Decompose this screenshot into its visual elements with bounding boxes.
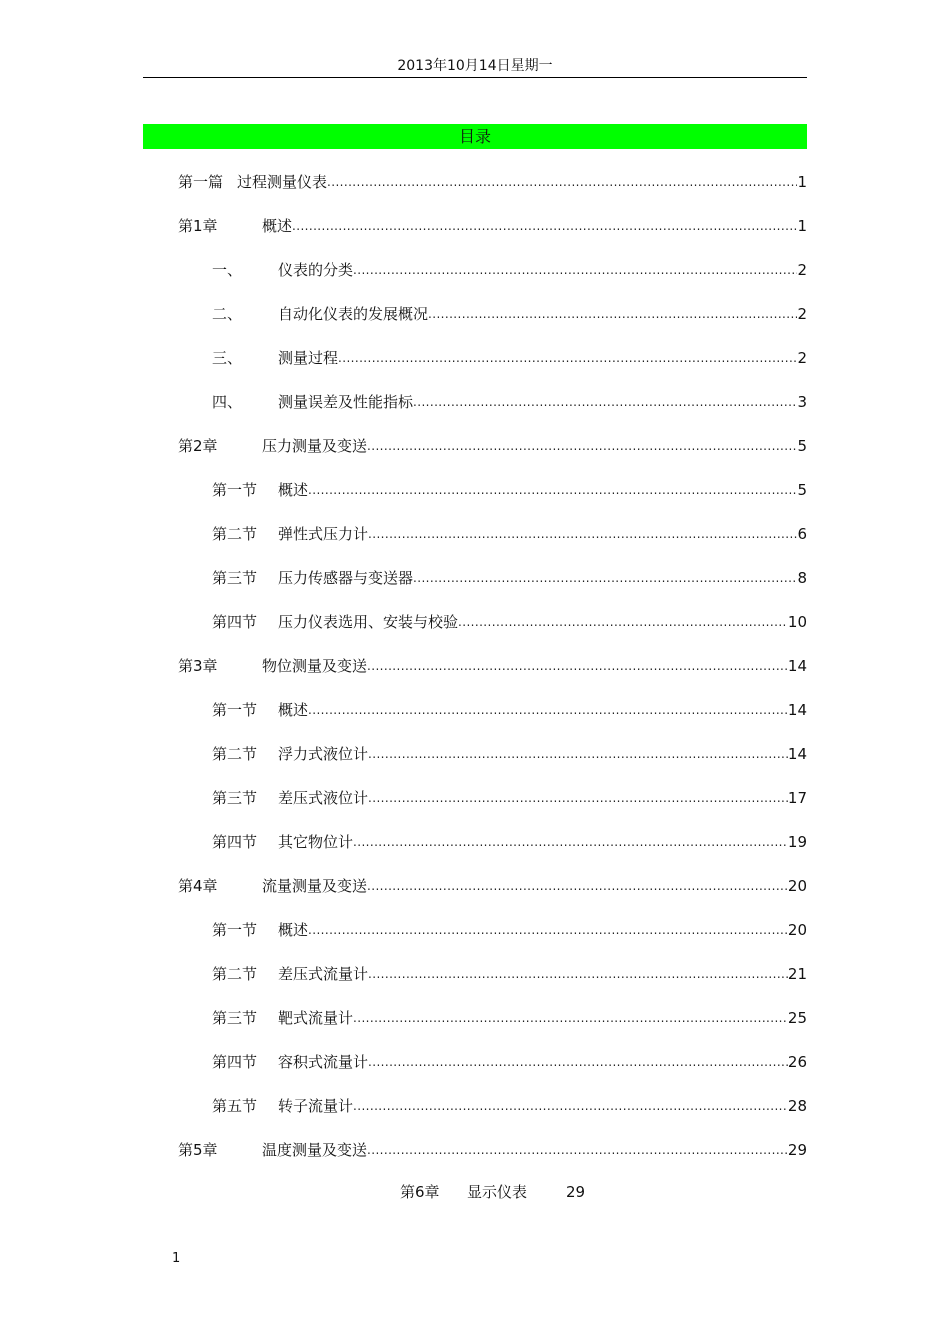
toc-entry-number: 第3章 bbox=[178, 657, 218, 675]
toc-entry-section[interactable] bbox=[212, 1006, 807, 1030]
toc-entry-number: 第三节 bbox=[212, 1009, 258, 1027]
toc-entry-number: 第5章 bbox=[178, 1141, 218, 1159]
toc-entry-page: 20 bbox=[787, 877, 807, 895]
toc-entry-page: 28 bbox=[787, 1097, 807, 1115]
toc-entry-number: 第二节 bbox=[212, 525, 258, 543]
toc-dot-leader bbox=[413, 569, 797, 587]
toc-dot-leader bbox=[368, 745, 788, 763]
toc-entry-title: 概述 bbox=[278, 701, 309, 719]
toc-entry-page: 1 bbox=[797, 217, 807, 235]
toc-dot-leader bbox=[367, 437, 797, 455]
toc-entry-section[interactable] bbox=[212, 522, 807, 546]
toc-entry-chapter[interactable] bbox=[178, 1138, 807, 1162]
toc-title: 目录 bbox=[143, 124, 807, 149]
toc-entry-number: 第二节 bbox=[212, 965, 258, 983]
toc-entry-number: 第4章 bbox=[178, 877, 218, 895]
toc-dot-leader bbox=[308, 701, 788, 719]
toc-dot-leader bbox=[428, 305, 797, 323]
toc-entry-page: 26 bbox=[787, 1053, 807, 1071]
toc-dot-leader bbox=[353, 261, 797, 279]
toc-entry-title: 容积式流量计 bbox=[278, 1053, 369, 1071]
toc-entry-section[interactable] bbox=[212, 610, 807, 634]
toc-entry-section[interactable] bbox=[212, 478, 807, 502]
toc-dot-leader bbox=[368, 1053, 788, 1071]
toc-entry-number: 二、 bbox=[212, 305, 243, 323]
toc-dot-leader bbox=[292, 217, 797, 235]
toc-entry-page: 5 bbox=[797, 437, 807, 455]
toc-entry-title: 压力传感器与变送器 bbox=[278, 569, 414, 587]
toc-entry-chapter[interactable] bbox=[178, 214, 807, 238]
toc-entry-title: 测量过程 bbox=[278, 349, 339, 367]
toc-entry-number: 第五节 bbox=[212, 1097, 258, 1115]
toc-entry-section[interactable] bbox=[212, 258, 807, 282]
toc-entry-section[interactable] bbox=[212, 698, 807, 722]
footer-page-number: 1 bbox=[172, 1251, 181, 1266]
toc-entry-number: 第三节 bbox=[212, 569, 258, 587]
toc-entry-number: 第1章 bbox=[178, 217, 218, 235]
toc-entry-title: 流量测量及变送 bbox=[262, 877, 368, 895]
toc-dot-leader bbox=[367, 877, 788, 895]
toc-entry-page: 2 bbox=[797, 349, 807, 367]
toc-entry-number: 第四节 bbox=[212, 613, 258, 631]
toc-entry-section[interactable] bbox=[212, 786, 807, 810]
toc-dot-leader bbox=[368, 525, 797, 543]
toc-entry-title: 过程测量仪表 bbox=[237, 173, 328, 191]
toc-entry-page: 14 bbox=[787, 701, 807, 719]
toc-entry-page: 14 bbox=[787, 657, 807, 675]
toc-entry-page: 1 bbox=[797, 173, 807, 191]
toc-dot-leader bbox=[327, 173, 797, 191]
toc-entry-title: 弹性式压力计 bbox=[278, 525, 369, 543]
toc-entry-title: 压力仪表选用、安装与校验 bbox=[278, 613, 459, 631]
toc-entry-section[interactable] bbox=[212, 1050, 807, 1074]
toc-entry-section[interactable] bbox=[212, 302, 807, 326]
toc-entry-number: 第一篇 bbox=[178, 173, 224, 191]
toc-dot-leader bbox=[368, 965, 788, 983]
toc-entry-title: 靶式流量计 bbox=[278, 1009, 354, 1027]
toc-entry-section[interactable] bbox=[212, 962, 807, 986]
toc-entry-title: 差压式液位计 bbox=[278, 789, 369, 807]
toc-entry-page: 29 bbox=[787, 1141, 807, 1159]
toc-entry-page: 19 bbox=[787, 833, 807, 851]
toc-entry-title: 物位测量及变送 bbox=[262, 657, 368, 675]
toc-entry-section[interactable] bbox=[212, 918, 807, 942]
toc-entry-chapter[interactable] bbox=[178, 434, 807, 458]
toc-entry-page: 2 bbox=[797, 261, 807, 279]
toc-entry-number: 四、 bbox=[212, 393, 243, 411]
toc-entry-title: 差压式流量计 bbox=[278, 965, 369, 983]
toc-entry-title: 转子流量计 bbox=[278, 1097, 354, 1115]
toc-entry-title: 其它物位计 bbox=[278, 833, 354, 851]
toc-entry-section[interactable] bbox=[212, 830, 807, 854]
toc-entry-number: 第一节 bbox=[212, 921, 258, 939]
toc-dot-leader bbox=[353, 1009, 788, 1027]
toc-entry-page: 3 bbox=[797, 393, 807, 411]
toc-entry-title: 显示仪表 bbox=[467, 1183, 528, 1201]
toc-entry-part[interactable] bbox=[178, 170, 807, 194]
toc-dot-leader bbox=[458, 613, 788, 631]
toc-entry-title: 压力测量及变送 bbox=[262, 437, 368, 455]
toc-entry-number: 第6章 bbox=[400, 1183, 440, 1201]
toc-entry-page: 10 bbox=[787, 613, 807, 631]
toc-entry-section[interactable] bbox=[212, 390, 807, 414]
toc-entry-title: 概述 bbox=[278, 921, 309, 939]
toc-entry-title: 概述 bbox=[278, 481, 309, 499]
toc-dot-leader bbox=[338, 349, 797, 367]
toc-entry-page: 17 bbox=[787, 789, 807, 807]
toc-entry-number: 一、 bbox=[212, 261, 243, 279]
toc-entry-page: 20 bbox=[787, 921, 807, 939]
toc-entry-page: 8 bbox=[797, 569, 807, 587]
toc-entry-page: 6 bbox=[797, 525, 807, 543]
toc-entry-number: 第三节 bbox=[212, 789, 258, 807]
toc-entry-number: 第四节 bbox=[212, 1053, 258, 1071]
toc-entry-number: 第2章 bbox=[178, 437, 218, 455]
toc-entry-page: 14 bbox=[787, 745, 807, 763]
toc-entry-section[interactable] bbox=[212, 742, 807, 766]
toc-entry-title: 概述 bbox=[262, 217, 293, 235]
toc-dot-leader bbox=[368, 789, 788, 807]
toc-dot-leader bbox=[308, 481, 797, 499]
toc-entry-chapter[interactable] bbox=[178, 874, 807, 898]
toc-dot-leader bbox=[353, 1097, 788, 1115]
toc-entry-section[interactable] bbox=[212, 566, 807, 590]
toc-entry-page: 2 bbox=[797, 305, 807, 323]
toc-entry-page: 29 bbox=[566, 1183, 586, 1201]
toc-entry-number: 第一节 bbox=[212, 481, 258, 499]
toc-entry-title: 测量误差及性能指标 bbox=[278, 393, 414, 411]
toc-entry-title: 浮力式液位计 bbox=[278, 745, 369, 763]
page-header-date: 2013年10月14日星期一 bbox=[397, 58, 553, 74]
toc-entry-page: 5 bbox=[797, 481, 807, 499]
toc-dot-leader bbox=[367, 657, 788, 675]
toc-entry-title: 自动化仪表的发展概况 bbox=[278, 305, 429, 323]
toc-entry-number: 第二节 bbox=[212, 745, 258, 763]
toc-entry-chapter[interactable] bbox=[178, 654, 807, 678]
toc-entry-title: 温度测量及变送 bbox=[262, 1141, 368, 1159]
toc-entry-section[interactable] bbox=[212, 1094, 807, 1118]
toc-entry-number: 第一节 bbox=[212, 701, 258, 719]
toc-entry-page: 25 bbox=[787, 1009, 807, 1027]
toc-dot-leader bbox=[308, 921, 788, 939]
toc-entry-number: 三、 bbox=[212, 349, 243, 367]
toc-entry-title: 仪表的分类 bbox=[278, 261, 354, 279]
toc-dot-leader bbox=[367, 1141, 788, 1159]
toc-entry-section[interactable] bbox=[212, 346, 807, 370]
toc-dot-leader bbox=[353, 833, 788, 851]
toc-entry-page: 21 bbox=[787, 965, 807, 983]
toc-dot-leader bbox=[413, 393, 797, 411]
toc-entry-number: 第四节 bbox=[212, 833, 258, 851]
toc-trailing-entry[interactable] bbox=[400, 1180, 585, 1204]
